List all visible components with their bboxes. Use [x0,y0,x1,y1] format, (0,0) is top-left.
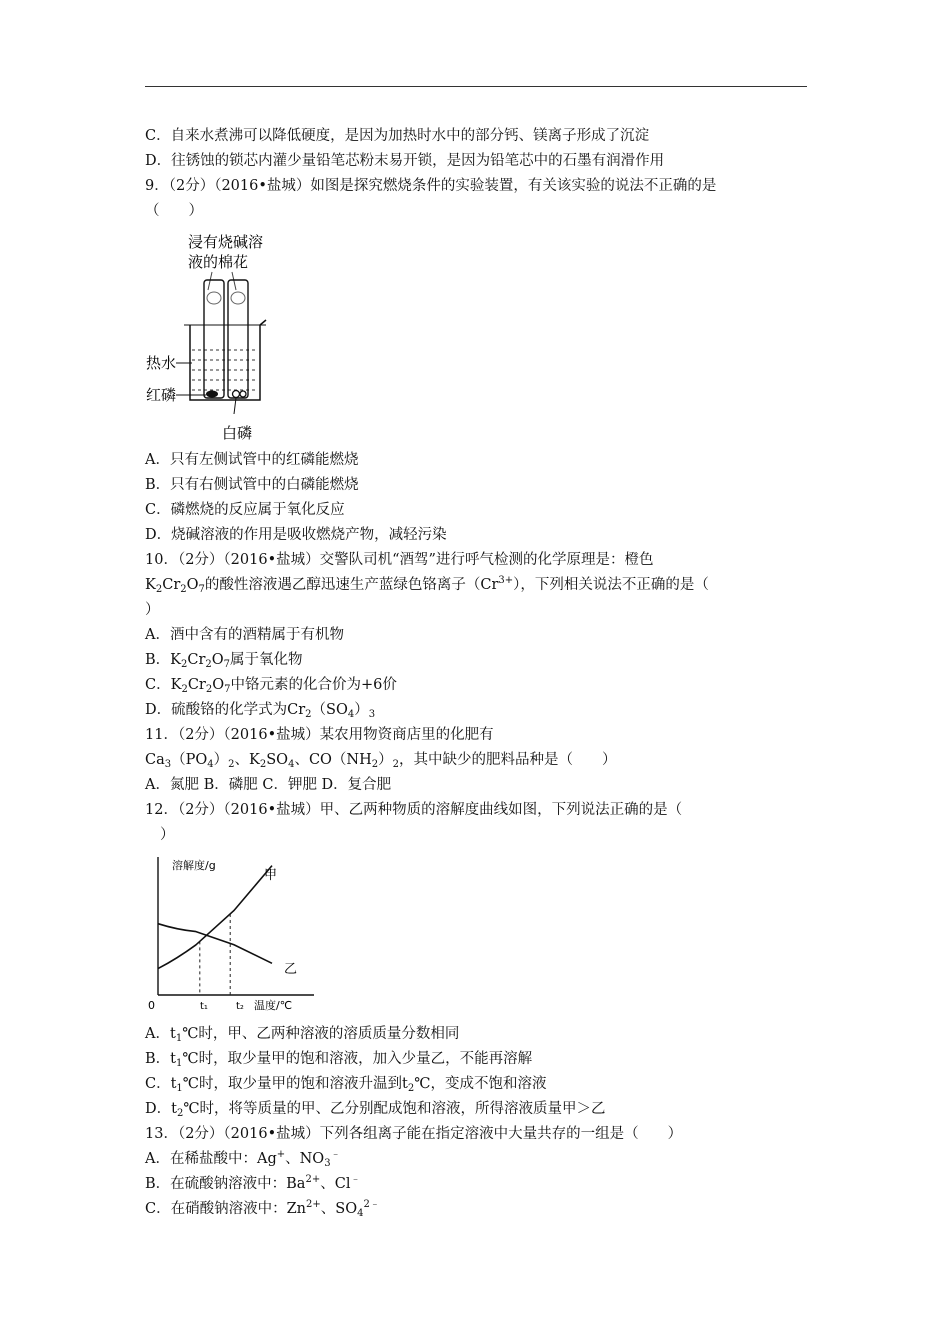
red-phosphorus-label: 红磷 [146,386,177,404]
chart-tick-t2: t₂ [236,1001,244,1012]
q10-stem: 10．（2分）（2016•盐城）交警队司机“酒驾”进行呼气检测的化学原理是：橙色 [145,552,654,568]
q9-stem-paren: （ ） [145,203,203,219]
chart-series-yi-label: 乙 [284,962,298,977]
hot-water-label: 热水 [146,354,177,372]
chart-series-jia-label: 甲 [264,868,278,883]
chart-origin-label: 0 [148,999,155,1012]
q10-stem-formula-line: $K_2Cr_2O_7$的酸性溶液遇乙醇迅速生产蓝绿色铬离子$(Cr^{3+})$，下列相关说法不正确的是（ [145,575,709,595]
q12-option-d: D．$t_2℃$时，将等质量的甲、乙分别配成饱和溶液，所得溶液质量甲＞乙 [145,1101,606,1119]
q8-option-d: D．往锈蚀的锁芯内灌少量铅笔芯粉末易开锁，是因为铅笔芯中的石墨有润滑作用 [145,153,665,169]
q13-option-c: C．在硝酸钠溶液中：$Zn^{2+}$、$SO_4^{2﹣}$ [145,1199,380,1219]
chart-y-label: 溶解度/g [172,859,216,872]
white-phosphorus [233,391,240,398]
cotton-label-1: 浸有烧碱溶 [188,233,264,251]
chart-tick-t1: t₁ [200,1001,208,1012]
q11-stem-formulas: $Ca_3(PO_4)_2$、$K_2SO_4$、$CO(NH_2)_2$，其中缺少的肥料品种是（ ） [145,752,617,770]
q13-option-b: B．在硫酸钠溶液中：$Ba^{2+}$、Cl﹣ [145,1174,361,1192]
header-rule [145,86,807,87]
q9-option-c: C．磷燃烧的反应属于氧化反应 [145,502,345,518]
q10-option-b: B．$K_2Cr_2O_7$属于氧化物 [145,652,303,670]
q12-stem-close: ） [160,827,175,843]
q12-stem: 12．（2分）（2016•盐城）甲、乙两种物质的溶解度曲线如图，下列说法正确的是（ [145,802,683,818]
combustion-apparatus-figure [140,228,300,448]
q11-options: A．氮肥 B．磷肥 C．钾肥 D．复合肥 [145,777,392,793]
q10-option-c: C．$K_2Cr_2O_7$中铬元素的化合价为+6价 [145,677,397,695]
q9-stem: 9．（2分）（2016•盐城）如图是探究燃烧条件的实验装置，有关该实验的说法不正确的是 [145,178,717,194]
q9-option-b: B．只有右侧试管中的白磷能燃烧 [145,477,359,493]
chart-x-label: 温度/℃ [254,999,293,1012]
chart-series-jia [158,866,272,969]
q9-option-a: A．只有左侧试管中的红磷能燃烧 [145,452,359,468]
q12-option-b: B．$t_1℃$时，取少量甲的饱和溶液，加入少量乙，不能再溶解 [145,1051,533,1069]
q9-option-d: D．烧碱溶液的作用是吸收燃烧产物，减轻污染 [145,527,447,543]
q8-option-c: C．自来水煮沸可以降低硬度，是因为加热时水中的部分钙、镁离子形成了沉淀 [145,128,650,144]
q10-option-a: A．酒中含有的酒精属于有机物 [145,627,344,643]
q13-option-a: A．在稀盐酸中：Ag+、$NO_3^﹣$ [145,1149,341,1169]
red-phosphorus [206,391,218,398]
q10-option-d: D．硫酸铬的化学式为$Cr_2(SO_4)_3$ [145,702,376,720]
chart-series-yi [158,924,272,964]
white-phosphorus-label: 白磷 [222,424,253,442]
q10-stem-close: ） [145,602,160,618]
solubility-chart [142,853,322,1013]
cotton-label-2: 液的棉花 [188,253,249,271]
q11-stem: 11．（2分）（2016•盐城）某农用物资商店里的化肥有 [145,727,494,743]
q12-option-c: C．$t_1℃$时，取少量甲的饱和溶液升温到$t_2℃$，变成不饱和溶液 [145,1076,547,1094]
q13-stem: 13．（2分）（2016•盐城）下列各组离子能在指定溶液中大量共存的一组是（ ） [145,1126,683,1142]
q12-option-a: A．$t_1℃$时，甲、乙两种溶液的溶质质量分数相同 [145,1026,460,1044]
